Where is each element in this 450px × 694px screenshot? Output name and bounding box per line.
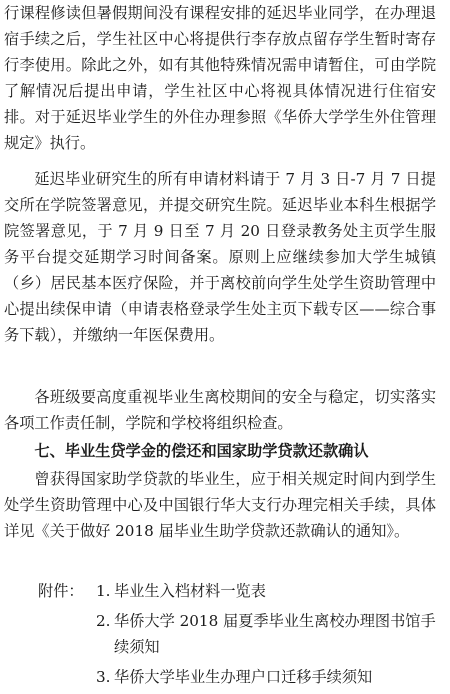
paragraph-loan-repayment: 曾获得国家助学贷款的毕业生，应于相关规定时间内到学生处学生资助管理中心及中国银行华大支行办理完相关手续，具体详见《关于做好 2018 届毕业生助学贷款还款确认的通知》。 xyxy=(4,470,436,540)
attachment-item xyxy=(96,578,436,604)
paragraph-safety-responsibility: 各班级要高度重视毕业生离校期间的安全与稳定，切实落实各项工作责任制，学院和学校将组织检查。 xyxy=(4,388,436,432)
attachment-title: 华侨大学毕业生办理户口迁移手续须知 xyxy=(114,668,373,686)
attachment-number: 2. xyxy=(96,612,111,630)
attachment-number: 3. xyxy=(96,668,111,686)
attachment-number: 1. xyxy=(96,582,111,600)
paragraph-dormitory-arrangement: 行课程修读但暑假期间没有课程安排的延迟毕业同学，在办理退宿手续之后，学生社区中心将提供行李存放点留存学生暂时寄存行李使用。除此之外，如有其他特殊情况需申请暂住，可由学院了解情况后提出申请，学生社区中心将视具体情况进行住宿安排。对于延迟毕业学生的外住办理参照《华侨大学学生外住管理规定》执行。 xyxy=(4,4,436,152)
attachment-title: 华侨大学 2018 届夏季毕业生离校办理图书馆手续须知 xyxy=(114,612,436,656)
attachments-label: 附件： xyxy=(38,582,84,600)
attachment-item xyxy=(96,664,436,690)
attachment-title: 毕业生入档材料一览表 xyxy=(114,582,266,600)
section-heading-loan-repayment: 七、毕业生贷学金的偿还和国家助学贷款还款确认 xyxy=(34,442,369,460)
attachment-item xyxy=(96,608,436,660)
paragraph-deferred-graduation-application: 延迟毕业研究生的所有申请材料请于 7 月 3 日-7 月 7 日提交所在学院签署意见，并提交研究生院。延迟毕业本科生根据学院签署意见，于 7 月 9 日至 7 月 20 日登录教务处主页学生服务平台提交延期学习时间备案。原则上应继续参加大学生城镇（乡）居民基本医疗保险，并于离校前向学生处学生资助管理中心提出续保申请（申请表格登录学生处主页下载专区——综合事务下载），并缴纳一年医保费用。 xyxy=(4,170,436,344)
attachments-list xyxy=(96,578,436,694)
